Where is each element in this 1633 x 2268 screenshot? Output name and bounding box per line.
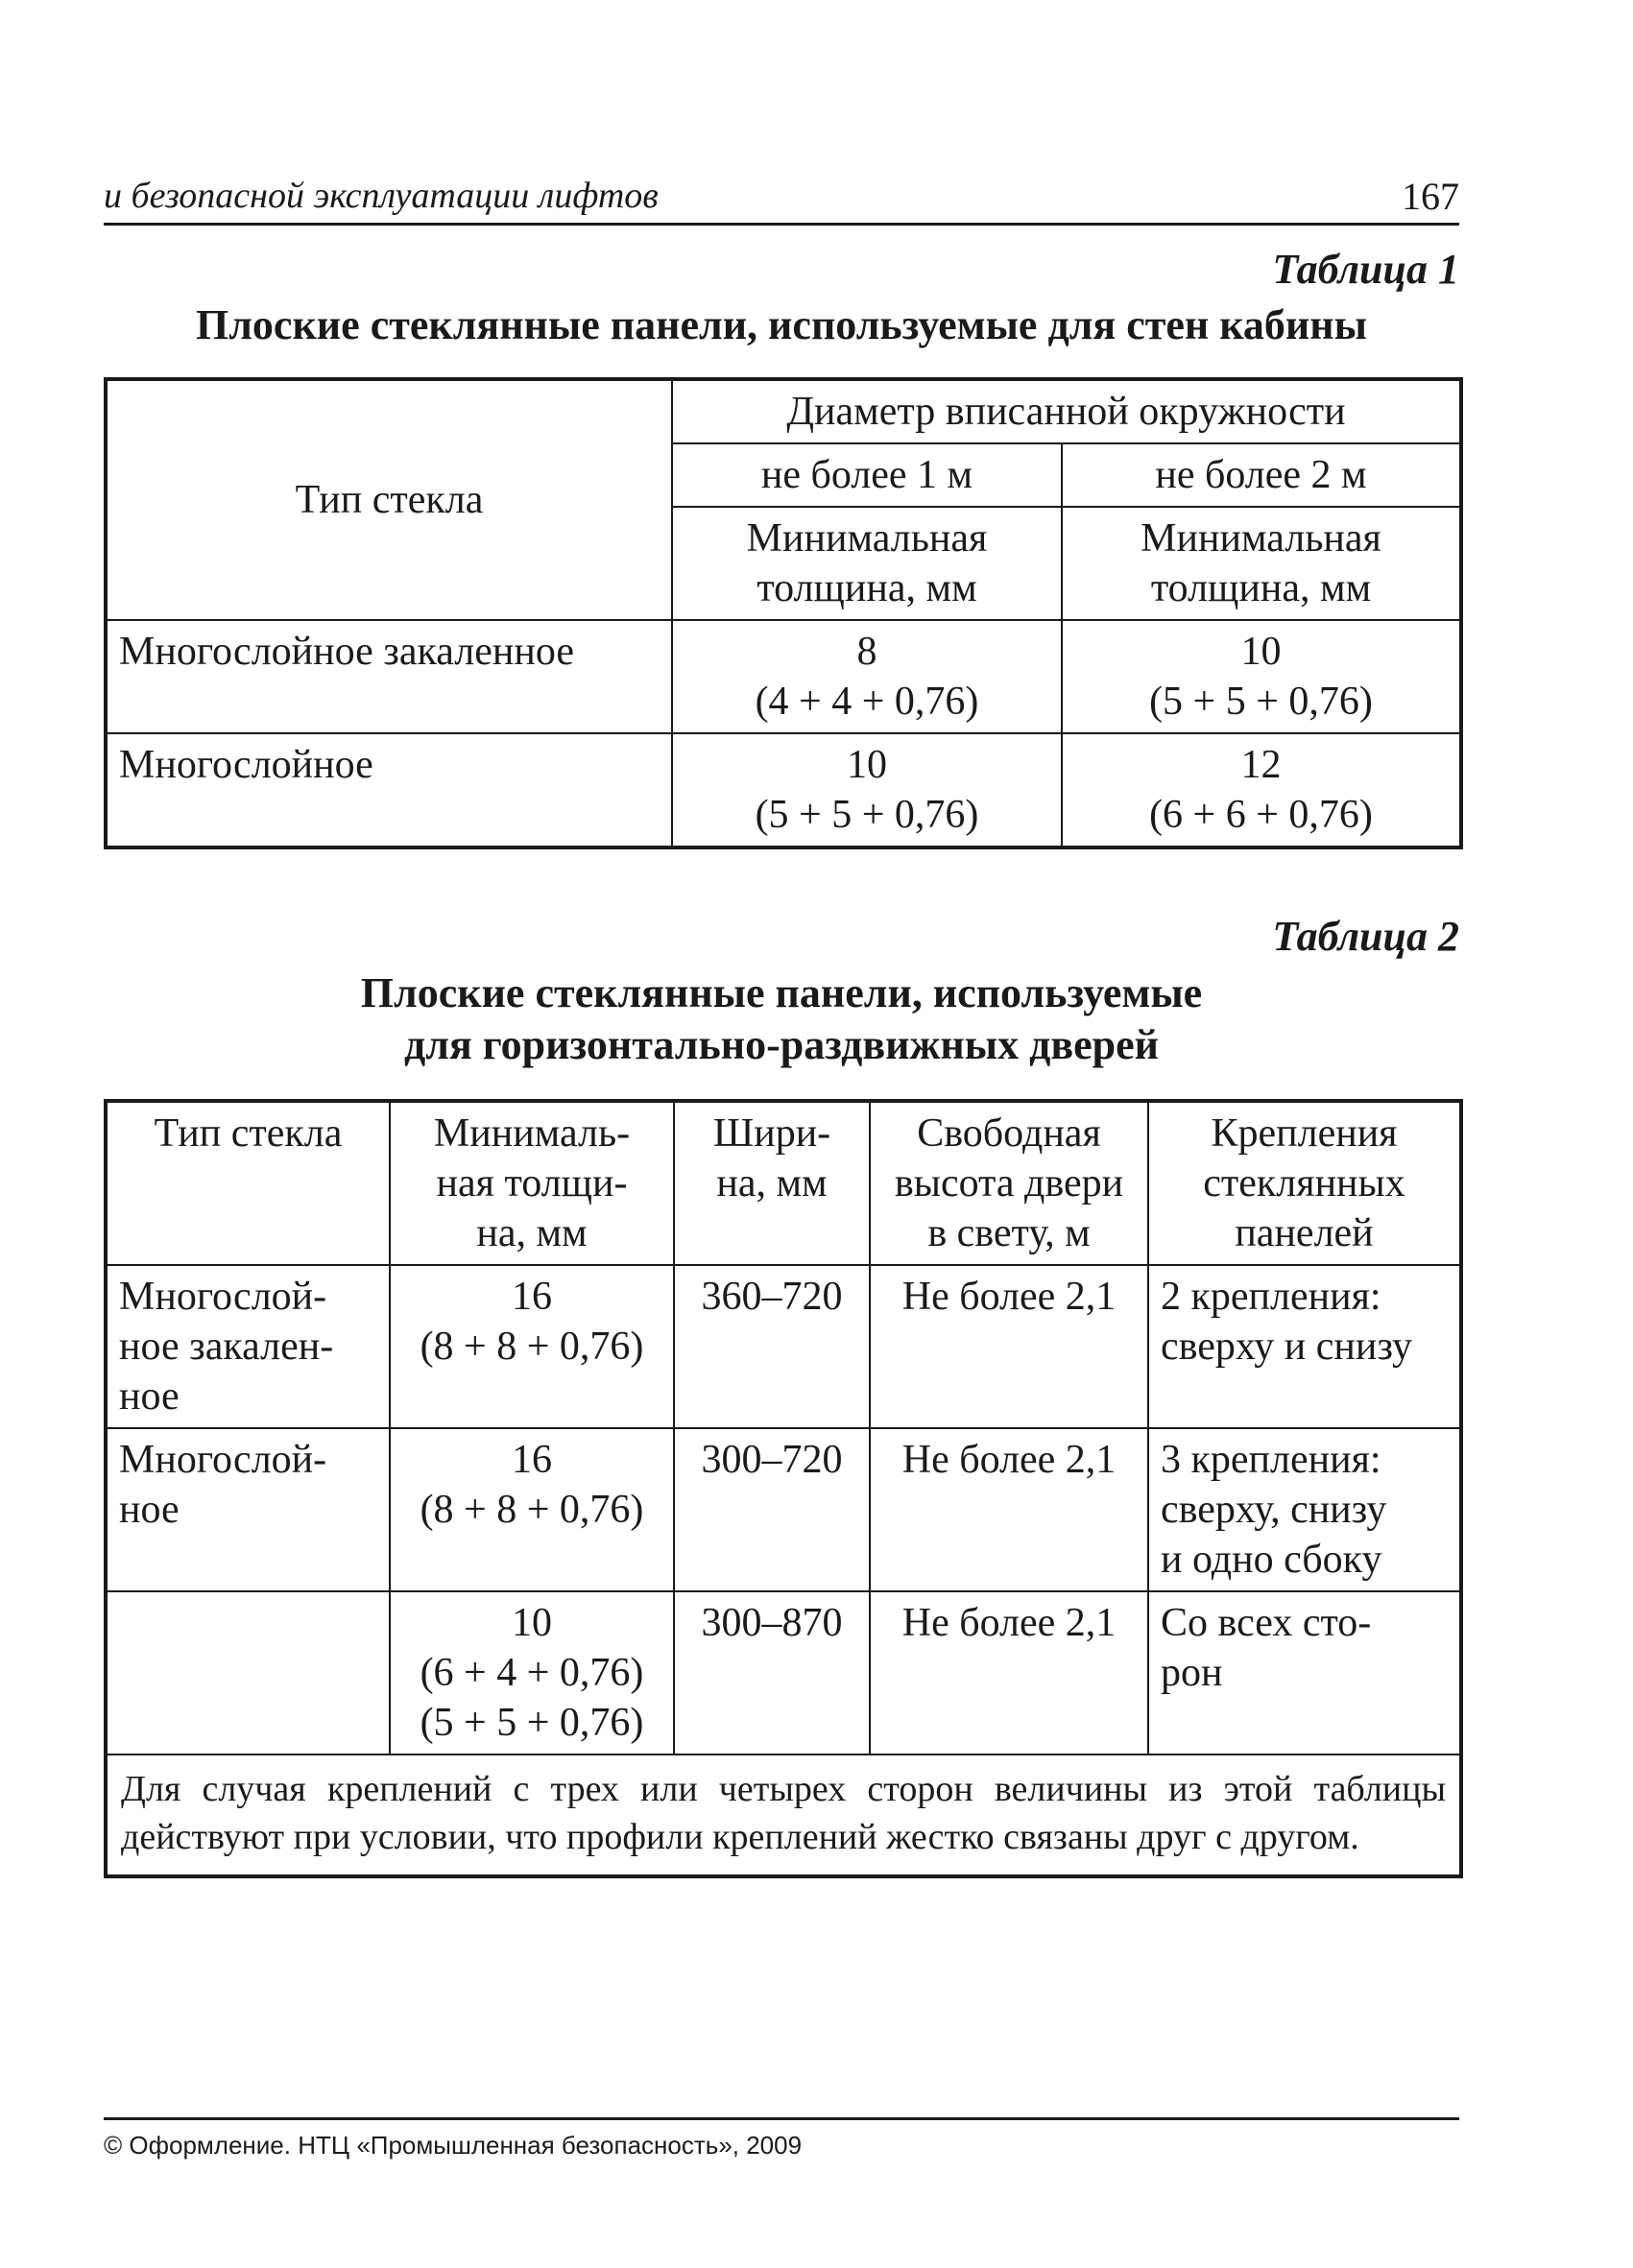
table1-col-glass-type: Тип стекла bbox=[106, 379, 672, 620]
fixings-line: рон bbox=[1161, 1651, 1223, 1695]
table-row bbox=[106, 733, 1461, 848]
thickness-composition: (4 + 4 + 0,76) bbox=[755, 680, 979, 724]
width-cell: 300–870 bbox=[674, 1591, 870, 1755]
header-line: на, мм bbox=[716, 1161, 828, 1206]
fixings-line: и одно сбоку bbox=[1161, 1538, 1382, 1582]
thickness-cell bbox=[390, 1428, 674, 1591]
glass-type-line: ное закален- bbox=[119, 1325, 334, 1369]
thickness-value: 16 bbox=[512, 1275, 552, 1319]
table-row bbox=[106, 1265, 1461, 1428]
table2-title-line: Плоские стеклянные панели, используемые bbox=[360, 969, 1203, 1016]
glass-type-cell bbox=[106, 1591, 390, 1755]
table2-col-thickness bbox=[390, 1101, 674, 1265]
fixings-cell bbox=[1148, 1265, 1461, 1428]
fixings-line: сверху и снизу bbox=[1161, 1325, 1413, 1369]
fixings-cell bbox=[1148, 1428, 1461, 1591]
thickness-cell bbox=[390, 1591, 674, 1755]
table2 bbox=[104, 1099, 1463, 1878]
table1-sub-d2 bbox=[1062, 507, 1461, 620]
header-line: Тип стекла bbox=[154, 1111, 343, 1156]
footer-rule bbox=[104, 2117, 1459, 2120]
header-line: Крепления bbox=[1211, 1111, 1398, 1156]
header-line: панелей bbox=[1235, 1211, 1374, 1255]
header-line: Шири- bbox=[712, 1111, 831, 1156]
thickness-composition: (6 + 4 + 0,76) bbox=[420, 1651, 644, 1695]
table2-col-width bbox=[674, 1101, 870, 1265]
height-cell: Не более 2,1 bbox=[870, 1265, 1148, 1428]
footer-copyright: © Оформление. НТЦ «Промышленная безопасность», 2009 bbox=[104, 2131, 803, 2160]
thickness-composition: (5 + 5 + 0,76) bbox=[420, 1701, 644, 1745]
fixings-line: Со всех сто- bbox=[1161, 1601, 1372, 1645]
height-cell: Не более 2,1 bbox=[870, 1591, 1148, 1755]
table-row bbox=[106, 1428, 1461, 1591]
table1 bbox=[104, 377, 1463, 849]
table1-title: Плоские стеклянные панели, используемые для стен кабины bbox=[196, 301, 1367, 348]
header-line: Свободная bbox=[917, 1111, 1101, 1156]
table-row bbox=[106, 620, 1461, 733]
thickness-value: 10 bbox=[847, 743, 887, 787]
thickness-composition: (8 + 8 + 0,76) bbox=[420, 1325, 644, 1369]
width-cell: 360–720 bbox=[674, 1265, 870, 1428]
page-number: 167 bbox=[1402, 175, 1459, 218]
header-line: высота двери bbox=[894, 1161, 1124, 1206]
thickness-cell bbox=[1062, 733, 1461, 848]
table2-col-height bbox=[870, 1101, 1148, 1265]
table1-sub-d1-line: толщина, мм bbox=[756, 566, 977, 610]
table-note-row bbox=[106, 1755, 1461, 1876]
table1-sub-d1 bbox=[672, 507, 1062, 620]
glass-type-cell bbox=[106, 1265, 390, 1428]
height-cell: Не более 2,1 bbox=[870, 1428, 1148, 1591]
table2-note: Для случая креплений с трех или четырех сторон величины из этой таблицы действуют при условии, что профили креплений жестко связаны друг с другом. bbox=[106, 1755, 1461, 1876]
fixings-line: 3 крепления: bbox=[1161, 1438, 1381, 1482]
glass-type-line: Многослой- bbox=[119, 1438, 327, 1482]
thickness-cell bbox=[1062, 620, 1461, 733]
table2-col-fixings bbox=[1148, 1101, 1461, 1265]
table2-header-row bbox=[106, 1101, 1461, 1265]
table1-col-group: Диаметр вписанной окружности bbox=[672, 379, 1461, 443]
table2-col-type bbox=[106, 1101, 390, 1265]
running-title: и безопасной эксплуатации лифтов bbox=[104, 176, 659, 216]
thickness-value: 8 bbox=[856, 630, 877, 674]
table-row bbox=[106, 1591, 1461, 1755]
glass-type-line: ное bbox=[119, 1488, 180, 1532]
header-line: в свету, м bbox=[927, 1211, 1091, 1255]
thickness-value: 10 bbox=[1240, 630, 1282, 674]
table2-label: Таблица 2 bbox=[1272, 913, 1459, 960]
glass-type-line: ное bbox=[119, 1374, 180, 1419]
running-header bbox=[104, 173, 1459, 226]
table1-sub-d2-line: Минимальная bbox=[1141, 516, 1381, 561]
glass-type-cell: Многослойное закаленное bbox=[106, 620, 672, 733]
table1-sub-d2-line: толщина, мм bbox=[1150, 566, 1372, 610]
header-line: на, мм bbox=[476, 1211, 588, 1255]
thickness-cell bbox=[672, 620, 1062, 733]
thickness-cell bbox=[390, 1265, 674, 1428]
thickness-composition: (5 + 5 + 0,76) bbox=[1149, 680, 1373, 724]
table1-col-d1: не более 1 м bbox=[672, 443, 1062, 507]
table1-header-row bbox=[106, 379, 1461, 443]
thickness-composition: (6 + 6 + 0,76) bbox=[1149, 793, 1373, 837]
glass-type-line: Многослой- bbox=[119, 1275, 327, 1319]
thickness-composition: (8 + 8 + 0,76) bbox=[420, 1488, 644, 1532]
header-line: Минималь- bbox=[433, 1111, 631, 1156]
glass-type-cell: Многослойное bbox=[106, 733, 672, 848]
thickness-value: 10 bbox=[512, 1601, 552, 1645]
table1-sub-d1-line: Минимальная bbox=[746, 516, 988, 561]
table1-col-d2: не более 2 м bbox=[1062, 443, 1461, 507]
table1-label: Таблица 1 bbox=[1272, 246, 1459, 293]
header-line: стеклянных bbox=[1203, 1161, 1405, 1206]
glass-type-cell bbox=[106, 1428, 390, 1591]
header-line: ная толщи- bbox=[436, 1161, 628, 1206]
fixings-line: сверху, снизу bbox=[1161, 1488, 1387, 1532]
width-cell: 300–720 bbox=[674, 1428, 870, 1591]
table2-title bbox=[104, 967, 1459, 1071]
table2-title-line: для горизонтально-раздвижных дверей bbox=[404, 1021, 1159, 1068]
thickness-value: 16 bbox=[512, 1438, 552, 1482]
thickness-cell bbox=[672, 733, 1062, 848]
fixings-line: 2 крепления: bbox=[1161, 1275, 1381, 1319]
thickness-composition: (5 + 5 + 0,76) bbox=[755, 793, 979, 837]
fixings-cell bbox=[1148, 1591, 1461, 1755]
thickness-value: 12 bbox=[1240, 743, 1282, 787]
